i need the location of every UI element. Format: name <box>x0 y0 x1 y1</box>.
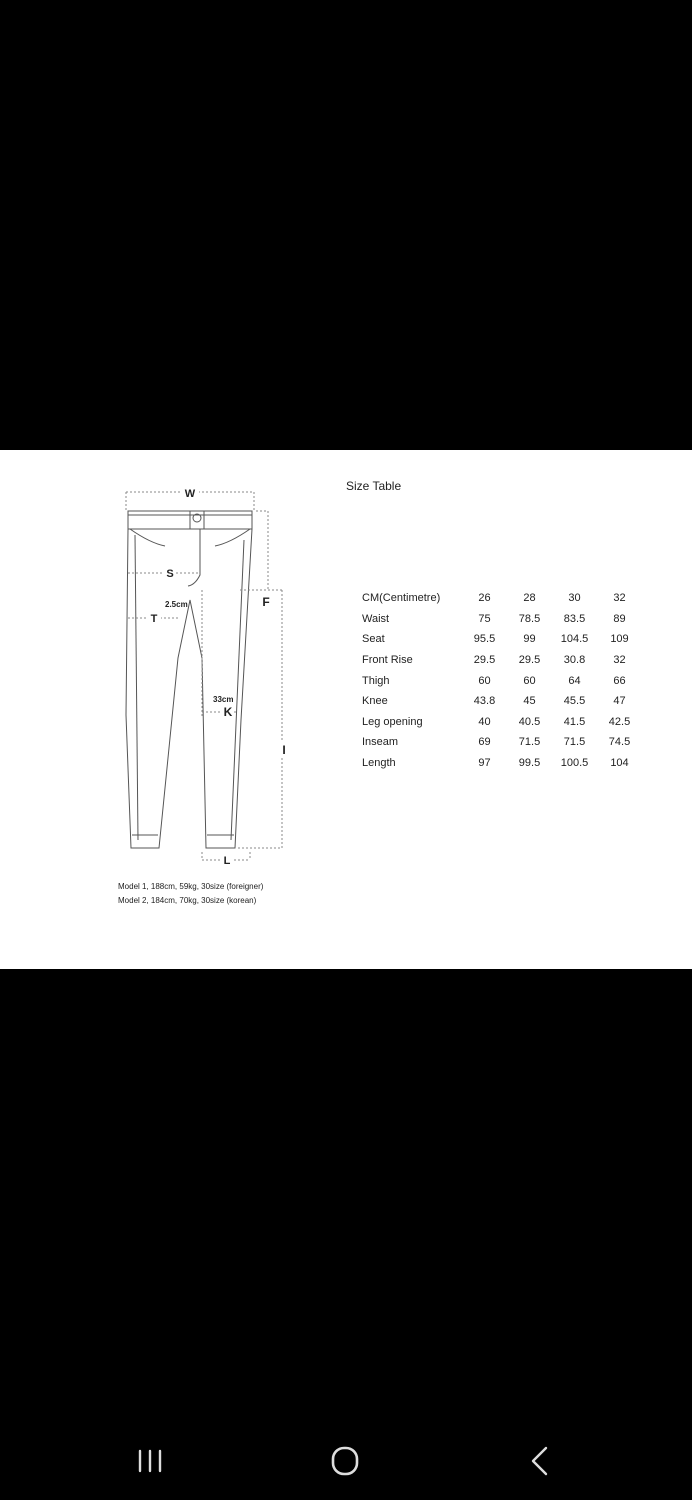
table-cell: 104 <box>610 757 629 770</box>
table-cell: 95.5 <box>473 633 496 646</box>
table-cell: 42.5 <box>608 715 631 728</box>
table-cell: 60 <box>523 674 536 687</box>
row-label: Length <box>362 757 396 770</box>
product-image <box>0 450 692 969</box>
row-label: Inseam <box>362 736 399 749</box>
table-cell: 66 <box>613 674 626 687</box>
table-cell: 99 <box>523 633 536 646</box>
row-label: Thigh <box>362 674 390 687</box>
size-table <box>362 588 642 773</box>
table-cell: 45.5 <box>563 695 586 708</box>
home-icon <box>325 1446 365 1476</box>
table-cell: 69 <box>478 736 491 749</box>
table-cell: 71.5 <box>563 736 586 749</box>
header-cell: 26 <box>478 592 491 605</box>
recents-button[interactable] <box>130 1446 170 1476</box>
table-cell: 78.5 <box>518 612 541 625</box>
pants-diagram <box>110 480 300 880</box>
row-label: Knee <box>362 695 388 708</box>
row-label: Leg opening <box>362 715 423 728</box>
table-row <box>362 712 642 733</box>
table-cell: 47 <box>613 695 626 708</box>
navigation-bar <box>0 1410 692 1500</box>
table-row <box>362 650 642 671</box>
table-row <box>362 629 642 650</box>
label-f: F <box>262 595 270 609</box>
row-label: Front Rise <box>362 654 413 667</box>
row-label: Waist <box>362 612 390 625</box>
table-cell: 64 <box>568 674 581 687</box>
model-notes <box>118 880 263 908</box>
table-row <box>362 691 642 712</box>
table-cell: 99.5 <box>518 757 541 770</box>
table-cell: 40 <box>478 715 491 728</box>
recents-icon <box>130 1446 170 1476</box>
label-i: I <box>282 743 286 757</box>
table-cell: 41.5 <box>563 715 586 728</box>
header-cell: 28 <box>523 592 536 605</box>
table-cell: 104.5 <box>560 633 589 646</box>
table-cell: 83.5 <box>563 612 586 625</box>
row-label: Seat <box>362 633 385 646</box>
model-note-1: Model 1, 188cm, 59kg, 30size (foreigner) <box>118 882 264 891</box>
back-icon <box>520 1446 560 1476</box>
label-w: W <box>184 488 196 500</box>
table-cell: 30.8 <box>563 654 586 667</box>
header-cell: 32 <box>613 592 626 605</box>
label-seat-offset: 2.5cm <box>165 600 188 609</box>
table-cell: 109 <box>610 633 629 646</box>
table-cell: 45 <box>523 695 536 708</box>
table-header-row <box>362 588 642 609</box>
label-t: T <box>150 613 158 625</box>
table-cell: 32 <box>613 654 626 667</box>
table-cell: 75 <box>478 612 491 625</box>
label-inseam-length: 33cm <box>213 695 234 704</box>
table-row <box>362 670 642 691</box>
table-cell: 89 <box>613 612 626 625</box>
table-row <box>362 732 642 753</box>
size-table-title: Size Table <box>346 479 402 493</box>
label-l: L <box>223 855 231 867</box>
model-note-2: Model 2, 184cm, 70kg, 30size (korean) <box>118 896 257 905</box>
header-cell: CM(Centimetre) <box>362 592 441 605</box>
table-cell: 71.5 <box>518 736 541 749</box>
table-row <box>362 753 642 774</box>
home-button[interactable] <box>325 1446 365 1476</box>
header-cell: 30 <box>568 592 581 605</box>
table-cell: 60 <box>478 674 491 687</box>
table-cell: 40.5 <box>518 715 541 728</box>
table-cell: 29.5 <box>518 654 541 667</box>
table-cell: 29.5 <box>473 654 496 667</box>
table-cell: 43.8 <box>473 695 496 708</box>
back-button[interactable] <box>520 1446 560 1476</box>
table-cell: 97 <box>478 757 491 770</box>
table-row <box>362 609 642 630</box>
label-k: K <box>223 705 233 719</box>
table-cell: 100.5 <box>560 757 589 770</box>
label-s: S <box>166 568 174 580</box>
table-cell: 74.5 <box>608 736 631 749</box>
